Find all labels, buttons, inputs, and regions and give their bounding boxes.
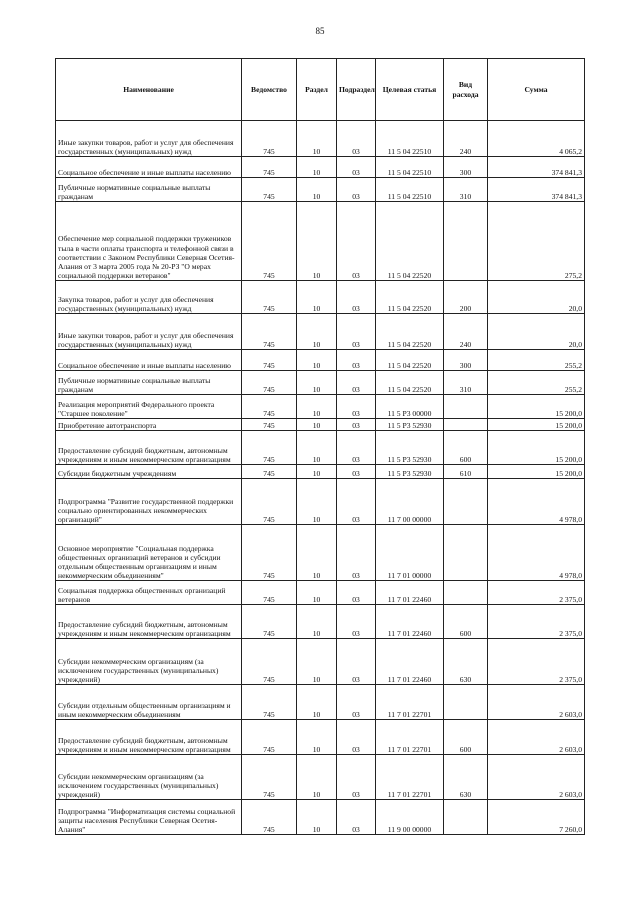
- column-header-expense-type: Вид расхода: [444, 59, 488, 121]
- cell-section: 10: [297, 685, 337, 720]
- cell-section: 10: [297, 121, 337, 157]
- cell-section: 10: [297, 419, 337, 431]
- table-row: [56, 755, 585, 800]
- budget-table: [55, 58, 585, 835]
- cell-department: 745: [242, 639, 297, 685]
- table-row: [56, 419, 585, 431]
- cell-name: Социальное обеспечение и иные выплаты населению: [56, 157, 242, 178]
- cell-amount: 4 978,0: [488, 479, 585, 525]
- cell-amount: 4 978,0: [488, 525, 585, 581]
- cell-name: Реализация мероприятий Федерального проекта "Старшее поколение": [56, 395, 242, 419]
- cell-section: 10: [297, 755, 337, 800]
- cell-name: Иные закупки товаров, работ и услуг для обеспечения государственных (муниципальных) нужд: [56, 314, 242, 350]
- cell-department: 745: [242, 685, 297, 720]
- cell-target-article: 11 7 01 22701: [376, 720, 444, 755]
- cell-amount: 15 200,0: [488, 465, 585, 479]
- cell-amount: 374 841,3: [488, 178, 585, 202]
- cell-amount: 20,0: [488, 314, 585, 350]
- cell-section: 10: [297, 178, 337, 202]
- table-row: [56, 202, 585, 281]
- table-body: [56, 121, 585, 835]
- cell-name: Субсидии некоммерческим организациям (за исключением государственных (муниципальных) учреждений): [56, 639, 242, 685]
- cell-department: 745: [242, 395, 297, 419]
- table-row: [56, 465, 585, 479]
- cell-department: 745: [242, 350, 297, 371]
- cell-target-article: 11 7 01 22701: [376, 755, 444, 800]
- cell-expense-type: 200: [444, 281, 488, 314]
- cell-section: 10: [297, 525, 337, 581]
- column-header-department: Ведомство: [242, 59, 297, 121]
- cell-expense-type: 300: [444, 350, 488, 371]
- table-row: [56, 395, 585, 419]
- cell-amount: 2 375,0: [488, 605, 585, 639]
- cell-name: Основное мероприятие "Социальная поддержка общественных организаций ветеранов и субсидии отдельным общественным организациям и иным некоммерческим объединениям": [56, 525, 242, 581]
- cell-target-article: 11 5 P3 00000: [376, 395, 444, 419]
- cell-target-article: 11 7 01 22460: [376, 639, 444, 685]
- table-row: [56, 581, 585, 605]
- table-row: [56, 121, 585, 157]
- table-row: [56, 431, 585, 465]
- cell-target-article: 11 7 01 22460: [376, 605, 444, 639]
- cell-expense-type: 240: [444, 121, 488, 157]
- page-number: 85: [315, 26, 325, 36]
- cell-target-article: 11 5 P3 52930: [376, 431, 444, 465]
- cell-amount: 275,2: [488, 202, 585, 281]
- cell-expense-type: 240: [444, 314, 488, 350]
- column-header-subsection: Подраздел: [337, 59, 376, 121]
- cell-subsection: 03: [337, 639, 376, 685]
- cell-target-article: 11 7 00 00000: [376, 479, 444, 525]
- cell-department: 745: [242, 525, 297, 581]
- cell-subsection: 03: [337, 605, 376, 639]
- cell-expense-type: 310: [444, 178, 488, 202]
- cell-section: 10: [297, 281, 337, 314]
- cell-subsection: 03: [337, 178, 376, 202]
- cell-subsection: 03: [337, 581, 376, 605]
- cell-expense-type: 610: [444, 465, 488, 479]
- cell-amount: 15 200,0: [488, 419, 585, 431]
- cell-amount: 2 375,0: [488, 639, 585, 685]
- cell-target-article: 11 5 04 22510: [376, 157, 444, 178]
- cell-target-article: 11 5 04 22520: [376, 281, 444, 314]
- table-row: [56, 639, 585, 685]
- cell-department: 745: [242, 371, 297, 395]
- cell-section: 10: [297, 371, 337, 395]
- cell-amount: 2 603,0: [488, 755, 585, 800]
- cell-expense-type: 600: [444, 431, 488, 465]
- cell-section: 10: [297, 350, 337, 371]
- cell-subsection: 03: [337, 720, 376, 755]
- cell-section: 10: [297, 720, 337, 755]
- cell-subsection: 03: [337, 800, 376, 835]
- cell-department: 745: [242, 121, 297, 157]
- cell-name: Субсидии некоммерческим организациям (за исключением государственных (муниципальных) учреждений): [56, 755, 242, 800]
- cell-department: 745: [242, 178, 297, 202]
- cell-expense-type: [444, 685, 488, 720]
- table-row: [56, 281, 585, 314]
- cell-amount: 255,2: [488, 371, 585, 395]
- cell-subsection: 03: [337, 202, 376, 281]
- cell-target-article: 11 5 04 22520: [376, 202, 444, 281]
- cell-department: 745: [242, 720, 297, 755]
- cell-target-article: 11 5 P3 52930: [376, 465, 444, 479]
- cell-name: Социальное обеспечение и иные выплаты населению: [56, 350, 242, 371]
- cell-section: 10: [297, 157, 337, 178]
- cell-expense-type: [444, 581, 488, 605]
- cell-target-article: 11 5 04 22520: [376, 350, 444, 371]
- cell-expense-type: 310: [444, 371, 488, 395]
- cell-department: 745: [242, 431, 297, 465]
- cell-expense-type: [444, 202, 488, 281]
- cell-expense-type: [444, 479, 488, 525]
- cell-name: Предоставление субсидий бюджетным, автономным учреждениям и иным некоммерческим организациям: [56, 605, 242, 639]
- table-row: [56, 178, 585, 202]
- cell-subsection: 03: [337, 479, 376, 525]
- cell-section: 10: [297, 479, 337, 525]
- table-row: [56, 720, 585, 755]
- cell-name: Закупка товаров, работ и услуг для обеспечения государственных (муниципальных) нужд: [56, 281, 242, 314]
- cell-name: Предоставление субсидий бюджетным, автономным учреждениям и иным некоммерческим организациям: [56, 431, 242, 465]
- table-row: [56, 350, 585, 371]
- cell-amount: 15 200,0: [488, 431, 585, 465]
- cell-name: Субсидии бюджетным учреждениям: [56, 465, 242, 479]
- cell-amount: 15 200,0: [488, 395, 585, 419]
- cell-name: Субсидии отдельным общественным организациям и иным некоммерческим объединениям: [56, 685, 242, 720]
- cell-target-article: 11 7 01 22460: [376, 581, 444, 605]
- table-row: [56, 371, 585, 395]
- cell-subsection: 03: [337, 371, 376, 395]
- cell-target-article: 11 5 04 22520: [376, 314, 444, 350]
- cell-subsection: 03: [337, 350, 376, 371]
- cell-department: 745: [242, 605, 297, 639]
- cell-target-article: 11 5 04 22510: [376, 178, 444, 202]
- table-row: [56, 157, 585, 178]
- cell-target-article: 11 5 P3 52930: [376, 419, 444, 431]
- cell-department: 745: [242, 755, 297, 800]
- cell-subsection: 03: [337, 419, 376, 431]
- cell-section: 10: [297, 639, 337, 685]
- cell-target-article: 11 7 01 00000: [376, 525, 444, 581]
- cell-department: 745: [242, 479, 297, 525]
- table-row: [56, 685, 585, 720]
- cell-section: 10: [297, 202, 337, 281]
- cell-subsection: 03: [337, 755, 376, 800]
- table-header-row: [56, 59, 585, 121]
- cell-subsection: 03: [337, 395, 376, 419]
- table-row: [56, 314, 585, 350]
- cell-target-article: 11 5 04 22510: [376, 121, 444, 157]
- cell-department: 745: [242, 581, 297, 605]
- cell-name: Обеспечение мер социальной поддержки тружеников тыла в части оплаты транспорта и телефонной связи в соответствии с Законом Республики Северная Осетия-Алания от 3 марта 2005 года № 20-РЗ "О мерах социальной поддержки ветеранов": [56, 202, 242, 281]
- cell-name: Публичные нормативные социальные выплаты гражданам: [56, 178, 242, 202]
- cell-subsection: 03: [337, 281, 376, 314]
- cell-amount: 20,0: [488, 281, 585, 314]
- cell-amount: 7 260,0: [488, 800, 585, 835]
- cell-subsection: 03: [337, 431, 376, 465]
- cell-amount: 2 603,0: [488, 685, 585, 720]
- cell-subsection: 03: [337, 314, 376, 350]
- cell-subsection: 03: [337, 121, 376, 157]
- cell-department: 745: [242, 465, 297, 479]
- cell-name: Предоставление субсидий бюджетным, автономным учреждениям и иным некоммерческим организациям: [56, 720, 242, 755]
- cell-expense-type: [444, 525, 488, 581]
- cell-section: 10: [297, 314, 337, 350]
- table-row: [56, 525, 585, 581]
- cell-amount: 255,2: [488, 350, 585, 371]
- cell-expense-type: 630: [444, 639, 488, 685]
- table-row: [56, 605, 585, 639]
- cell-section: 10: [297, 465, 337, 479]
- cell-expense-type: 600: [444, 605, 488, 639]
- cell-section: 10: [297, 431, 337, 465]
- cell-expense-type: [444, 800, 488, 835]
- cell-target-article: 11 5 04 22520: [376, 371, 444, 395]
- cell-department: 745: [242, 202, 297, 281]
- cell-name: Приобретение автотранспорта: [56, 419, 242, 431]
- table-row: [56, 479, 585, 525]
- cell-name: Публичные нормативные социальные выплаты гражданам: [56, 371, 242, 395]
- cell-expense-type: [444, 395, 488, 419]
- cell-name: Социальная поддержка общественных организаций ветеранов: [56, 581, 242, 605]
- cell-expense-type: 600: [444, 720, 488, 755]
- cell-subsection: 03: [337, 465, 376, 479]
- cell-name: Иные закупки товаров, работ и услуг для обеспечения государственных (муниципальных) нужд: [56, 121, 242, 157]
- column-header-section: Раздел: [297, 59, 337, 121]
- cell-amount: 2 603,0: [488, 720, 585, 755]
- cell-section: 10: [297, 605, 337, 639]
- cell-amount: 374 841,3: [488, 157, 585, 178]
- cell-section: 10: [297, 581, 337, 605]
- cell-department: 745: [242, 281, 297, 314]
- cell-target-article: 11 7 01 22701: [376, 685, 444, 720]
- table-row: [56, 800, 585, 835]
- cell-target-article: 11 9 00 00000: [376, 800, 444, 835]
- cell-amount: 2 375,0: [488, 581, 585, 605]
- cell-name: Подпрограмма "Развитие государственной поддержки социально ориентированных некоммерческих организаций": [56, 479, 242, 525]
- cell-subsection: 03: [337, 157, 376, 178]
- cell-name: Подпрограмма "Информатизация системы социальной защиты населения Республики Северная Осетия-Алания": [56, 800, 242, 835]
- cell-expense-type: [444, 419, 488, 431]
- cell-subsection: 03: [337, 685, 376, 720]
- cell-expense-type: 300: [444, 157, 488, 178]
- cell-subsection: 03: [337, 525, 376, 581]
- cell-department: 745: [242, 157, 297, 178]
- cell-department: 745: [242, 314, 297, 350]
- cell-department: 745: [242, 800, 297, 835]
- column-header-amount: Сумма: [488, 59, 585, 121]
- column-header-name: Наименование: [56, 59, 242, 121]
- cell-department: 745: [242, 419, 297, 431]
- column-header-target-article: Целевая статья: [376, 59, 444, 121]
- cell-section: 10: [297, 800, 337, 835]
- cell-expense-type: 630: [444, 755, 488, 800]
- cell-amount: 4 065,2: [488, 121, 585, 157]
- cell-section: 10: [297, 395, 337, 419]
